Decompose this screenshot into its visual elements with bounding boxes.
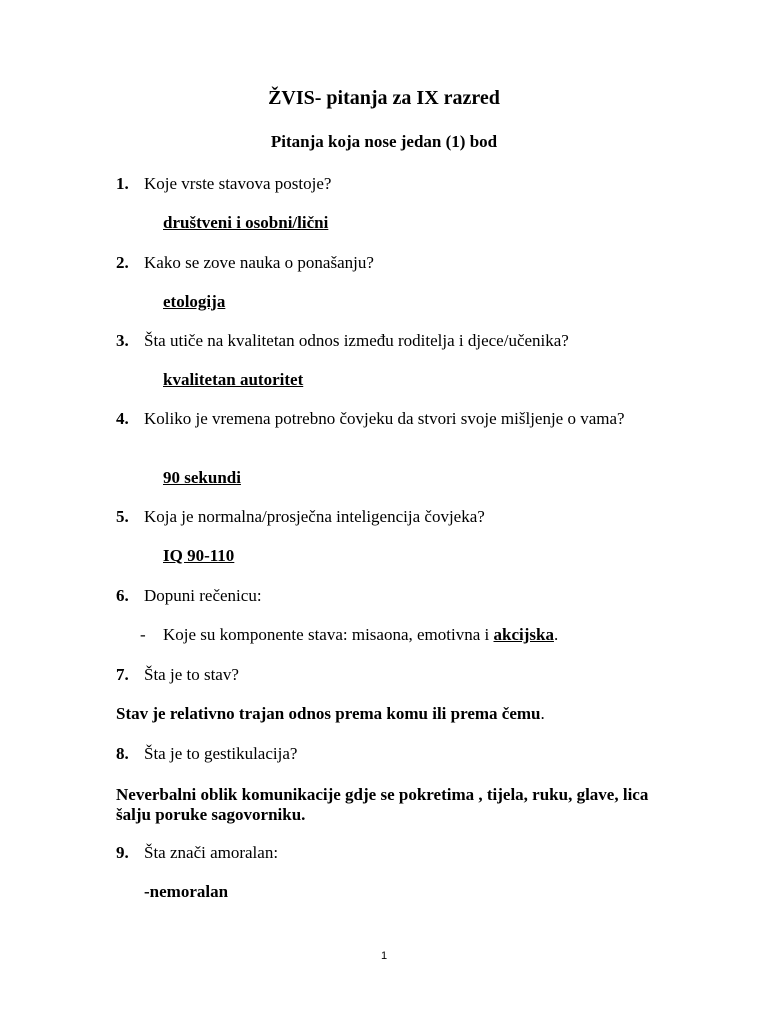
question-1-answer: društveni i osobni/lični — [163, 213, 329, 232]
question-1-number: 1. — [116, 174, 129, 193]
question-5-text: Koja je normalna/prosječna inteligencija čovjeka? — [144, 507, 485, 526]
question-4-number: 4. — [116, 409, 129, 428]
question-7-answer-line — [116, 704, 545, 724]
question-4-answer: 90 sekundi — [163, 468, 241, 487]
question-5-number: 5. — [116, 507, 129, 526]
question-3-number: 3. — [116, 331, 129, 350]
question-9-number: 9. — [116, 843, 129, 862]
question-8-answer: Neverbalni oblik komunikacije gdje se pokretima , tijela, ruku, glave, lica šalju poruke sagovorniku. — [116, 785, 649, 824]
question-4-text: Koliko je vremena potrebno čovjeku da stvori svoje mišljenje o vama? — [144, 409, 625, 428]
document-title: ŽVIS- pitanja za IX razred — [268, 87, 500, 109]
question-2-answer: etologija — [163, 292, 226, 311]
question-9-answer: -nemoralan — [144, 882, 229, 901]
question-5-answer: IQ 90-110 — [163, 546, 235, 565]
question-8-number: 8. — [116, 744, 129, 763]
question-1-text: Koje vrste stavova postoje? — [144, 174, 332, 193]
question-6-number: 6. — [116, 586, 129, 605]
page-number: 1 — [380, 950, 388, 962]
question-2-text: Kako se zove nauka o ponašanju? — [144, 253, 374, 272]
question-3-text: Šta utiče na kvalitetan odnos između roditelja i djece/učenika? — [144, 331, 569, 350]
question-6-sentence-end: . — [553, 625, 559, 644]
question-7-number: 7. — [116, 665, 129, 684]
question-6-sentence — [163, 625, 558, 645]
question-7-answer-end: . — [540, 704, 545, 723]
question-6-bullet: - — [140, 625, 146, 644]
question-3-answer: kvalitetan autoritet — [163, 370, 304, 389]
document-subtitle: Pitanja koja nose jedan (1) bod — [270, 132, 498, 151]
question-8-text: Šta je to gestikulacija? — [144, 744, 298, 763]
question-6-sentence-text: Koje su komponente stava: misaona, emotivna i — [163, 625, 494, 644]
question-6-text: Dopuni rečenicu: — [144, 586, 262, 605]
question-2-number: 2. — [116, 253, 129, 272]
question-7-text: Šta je to stav? — [144, 665, 239, 684]
question-7-answer: Stav je relativno trajan odnos prema komu ili prema čemu — [116, 704, 541, 723]
question-6-answer: akcijska — [493, 625, 554, 644]
question-9-text: Šta znači amoralan: — [144, 843, 279, 862]
